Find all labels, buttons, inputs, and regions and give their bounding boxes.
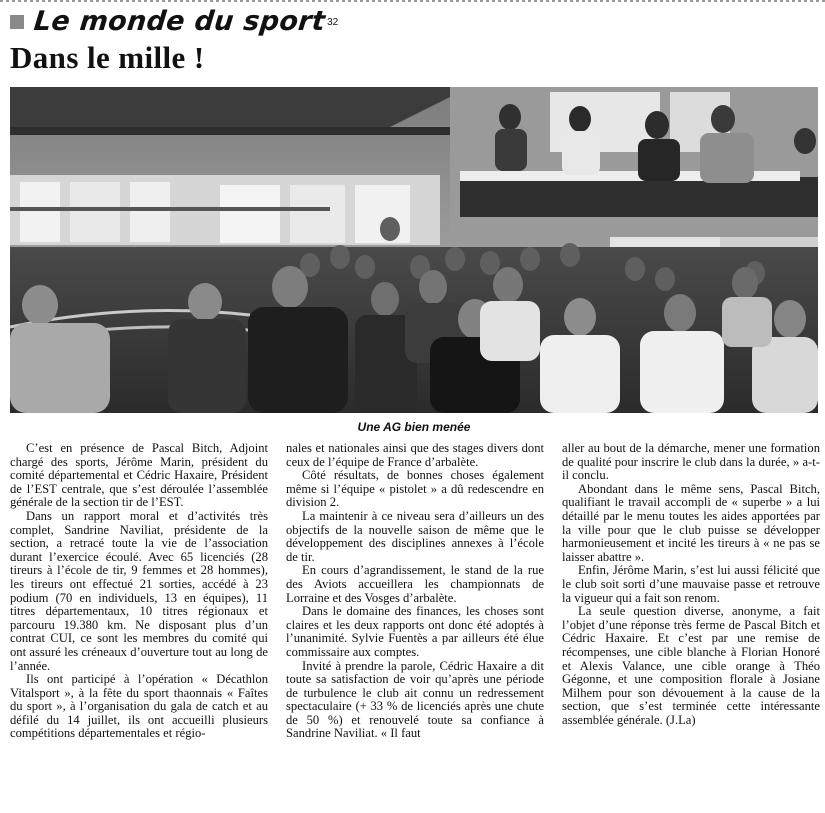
article-body [10,442,820,812]
section-rubric [10,6,338,38]
top-rule [0,0,825,2]
article-paragraph: Dans un rapport moral et d’activités très complet, Sandrine Naviliat, présidente de la section, a retracé toute la vie de l’association durant l’exercice écoulé. Avec 65 licenciés (28 tireurs à l’école de tir, 9 femmes et 28 hommes), les tireurs ont effectué 21 sorties, accédé à 23 podium (70 en individuels, 13 en équipes), 11 titres départementaux, 10 titres régionaux et parcouru 19.380 km. Ne disposant plus d’un contrat CUI, ce sont les membres du comité qui ont assuré les créneaux d’ouverture tout au long de l’année. [10,508,268,673]
article-paragraph: C’est en présence de Pascal Bitch, Adjoint chargé des sports, Jérôme Marin, président du comité départemental et Cédric Haxaire, Président de l’EST centrale, que s’est déroulée l’assemblée générale de la section tir de l’EST. [10,442,268,510]
article-paragraph: En cours d’agrandissement, le stand de la rue des Aviots accueillera les championnats de Lorraine et des Vosges d’arbalète. [286,563,544,605]
article-paragraph: La seule question diverse, anonyme, a fait l’objet d’une réponse très ferme de Pascal Bitch et Cédric Haxaire. Et c’est par une remise de récompenses, une cible blanche à Florian Honoré et Alexis Valance, une cible orange à Théo Gégonne, et une composition florale à Josiane Milhem pour son dévouement à la cause de la section, que s’est terminée cette intéressante assemblée générale. (J.La) [562,604,820,727]
article-paragraph: nales et nationales ainsi que des stages divers dont ceux de l’équipe de France d’arbalète. [286,442,544,469]
article-paragraph: aller au bout de la démarche, mener une formation de qualité pour inscrire le club dans la durée, » a-t-il conclu. [562,442,820,483]
article-photo [10,87,818,413]
article-column-2 [286,442,544,812]
article-paragraph: Invité à prendre la parole, Cédric Haxaire a dit toute sa satisfaction de voir qu’après une période de turbulence le club ait connu un redressement spectaculaire (+ 33 % de licenciés après une chute de 50 %) et renouvelé toute sa confiance à Sandrine Naviliat. « Il faut [286,658,544,741]
page-number: 32 [327,17,339,28]
rubric-square-icon [10,15,24,29]
article-headline: Dans le mille ! [10,40,205,75]
rubric-name: Le monde du sport [32,6,327,37]
article-paragraph: Côté résultats, de bonnes choses également même si l’équipe « pistolet » a dû redescendre en division 2. [286,468,544,510]
article-paragraph: La maintenir à ce niveau sera d’ailleurs un des objectifs de la nouvelle saison de même que le développement des disciplines annexes à l’école de tir. [286,508,544,564]
article-column-1 [10,442,268,812]
photo-caption: Une AG bien menée [357,420,471,434]
article-column-3 [562,442,820,812]
article-paragraph: Dans le domaine des finances, les choses sont claires et les deux rapports ont donc été adoptés à l’unanimité. Sylvie Fuentès a par ailleurs été élue commissaire aux comptes. [286,604,544,659]
meeting-photo-illustration [10,87,818,413]
article-paragraph: Enfin, Jérôme Marin, s’est lui aussi félicité que le club soit sorti d’une mauvaise passe et retrouve la vigueur qui a fait son renom. [562,563,820,605]
article-paragraph: Abondant dans le même sens, Pascal Bitch, qualifiant le travail accompli de « superbe » a lui détaillé par le menu toutes les aides apportées par la ville pour que le club puisse se développer harmonieusement et incité les tireurs à « ne pas se laisser abattre ». [562,481,820,564]
article-paragraph: Ils ont participé à l’opération « Décathlon Vitalsport », à la fête du sport thaonnais « Faîtes du sport », à l’organisation du gala de catch et au défilé du 14 juillet, ils ont accueilli plusieurs compétitions départementales et régio- [10,672,268,741]
